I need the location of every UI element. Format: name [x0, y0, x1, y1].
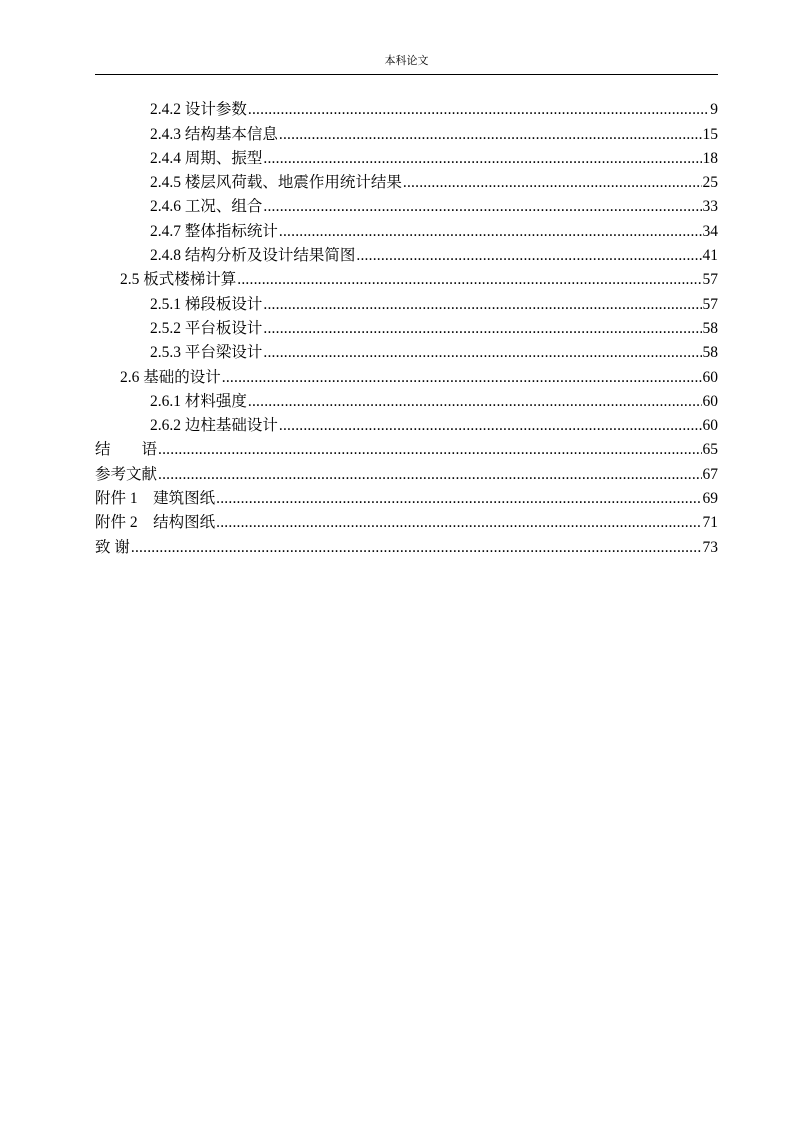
toc-entry[interactable] — [95, 290, 718, 314]
toc-entry-title: 2.4.7 整体指标统计 — [150, 222, 278, 240]
toc-entry-page: 60 — [702, 392, 718, 410]
toc-dot-leader — [279, 222, 702, 242]
toc-dot-leader — [279, 125, 702, 145]
toc-entry[interactable] — [95, 242, 718, 266]
toc-entry[interactable] — [95, 217, 718, 241]
toc-entry-page: 9 — [710, 101, 718, 119]
toc-entry-page: 60 — [702, 368, 718, 386]
toc-dot-leader — [222, 368, 702, 388]
toc-entry-page: 41 — [702, 247, 718, 265]
toc-entry-title: 参考文献 — [95, 465, 158, 483]
toc-entry[interactable] — [95, 193, 718, 217]
page-header — [95, 52, 718, 75]
toc-dot-leader — [248, 100, 709, 120]
toc-entry-page: 71 — [702, 514, 718, 532]
toc-entry-page: 65 — [702, 441, 718, 459]
toc-entry-page: 57 — [702, 295, 718, 313]
toc-entry-title: 2.5.1 梯段板设计 — [150, 295, 263, 313]
toc-entry[interactable] — [95, 412, 718, 436]
toc-entry-title: 2.4.6 工况、组合 — [150, 198, 263, 216]
toc-entry-page: 69 — [702, 490, 718, 508]
toc-entry[interactable] — [95, 388, 718, 412]
toc-dot-leader — [403, 173, 702, 193]
toc-dot-leader — [263, 343, 701, 363]
toc-entry[interactable] — [95, 460, 718, 484]
toc-entry-title: 2.4.8 结构分析及设计结果简图 — [150, 247, 356, 265]
toc-entry[interactable] — [95, 533, 718, 557]
toc-entry-page: 58 — [702, 319, 718, 337]
toc-entry[interactable] — [95, 339, 718, 363]
toc-entry-title: 致 谢 — [95, 538, 130, 556]
toc-entry-page: 33 — [702, 198, 718, 216]
toc-entry[interactable] — [95, 96, 718, 120]
toc-dot-leader — [158, 440, 701, 460]
toc-entry[interactable] — [95, 169, 718, 193]
toc-entry-page: 60 — [702, 417, 718, 435]
toc-dot-leader — [216, 513, 701, 533]
toc-entry-title: 2.4.4 周期、振型 — [150, 149, 263, 167]
toc-entry-page: 18 — [702, 149, 718, 167]
toc-entry[interactable] — [95, 363, 718, 387]
toc-entry-page: 58 — [702, 344, 718, 362]
toc-entry[interactable] — [95, 120, 718, 144]
toc-entry-page: 34 — [702, 222, 718, 240]
toc-entry-title: 2.6.1 材料强度 — [150, 392, 247, 410]
toc-dot-leader — [263, 319, 701, 339]
toc-entry-title: 2.4.5 楼层风荷载、地震作用统计结果 — [150, 174, 402, 192]
toc-dot-leader — [248, 392, 702, 412]
toc-entry-page: 57 — [702, 271, 718, 289]
toc-entry-title: 2.5.2 平台板设计 — [150, 319, 263, 337]
toc-entry-title: 2.4.3 结构基本信息 — [150, 125, 278, 143]
toc-entry[interactable] — [95, 145, 718, 169]
toc-entry[interactable] — [95, 266, 718, 290]
toc-entry[interactable] — [95, 509, 718, 533]
toc-dot-leader — [216, 489, 701, 509]
toc-entry-page: 15 — [702, 125, 718, 143]
toc-entry-title: 2.6 基础的设计 — [120, 368, 221, 386]
header-text: 本科论文 — [384, 55, 429, 67]
toc-dot-leader — [263, 295, 701, 315]
toc-dot-leader — [158, 465, 701, 485]
toc-entry-page: 25 — [702, 174, 718, 192]
toc-entry-title: 2.5 板式楼梯计算 — [120, 271, 237, 289]
toc-entry-title: 2.5.3 平台梁设计 — [150, 344, 263, 362]
toc-entry[interactable] — [95, 485, 718, 509]
toc-entry-page: 73 — [702, 538, 718, 556]
toc-entry-title: 2.6.2 边柱基础设计 — [150, 417, 278, 435]
table-of-contents — [95, 96, 718, 558]
toc-dot-leader — [263, 197, 701, 217]
toc-entry-title: 附件 1 建筑图纸 — [95, 490, 216, 508]
toc-entry[interactable] — [95, 436, 718, 460]
toc-dot-leader — [131, 538, 702, 558]
toc-dot-leader — [263, 149, 701, 169]
toc-entry-page: 67 — [702, 465, 718, 483]
toc-dot-leader — [356, 246, 701, 266]
toc-entry[interactable] — [95, 315, 718, 339]
toc-dot-leader — [279, 416, 702, 436]
toc-dot-leader — [237, 270, 701, 290]
toc-entry-title: 2.4.2 设计参数 — [150, 101, 247, 119]
toc-entry-title: 附件 2 结构图纸 — [95, 514, 216, 532]
toc-entry-title: 结 语 — [95, 441, 158, 459]
